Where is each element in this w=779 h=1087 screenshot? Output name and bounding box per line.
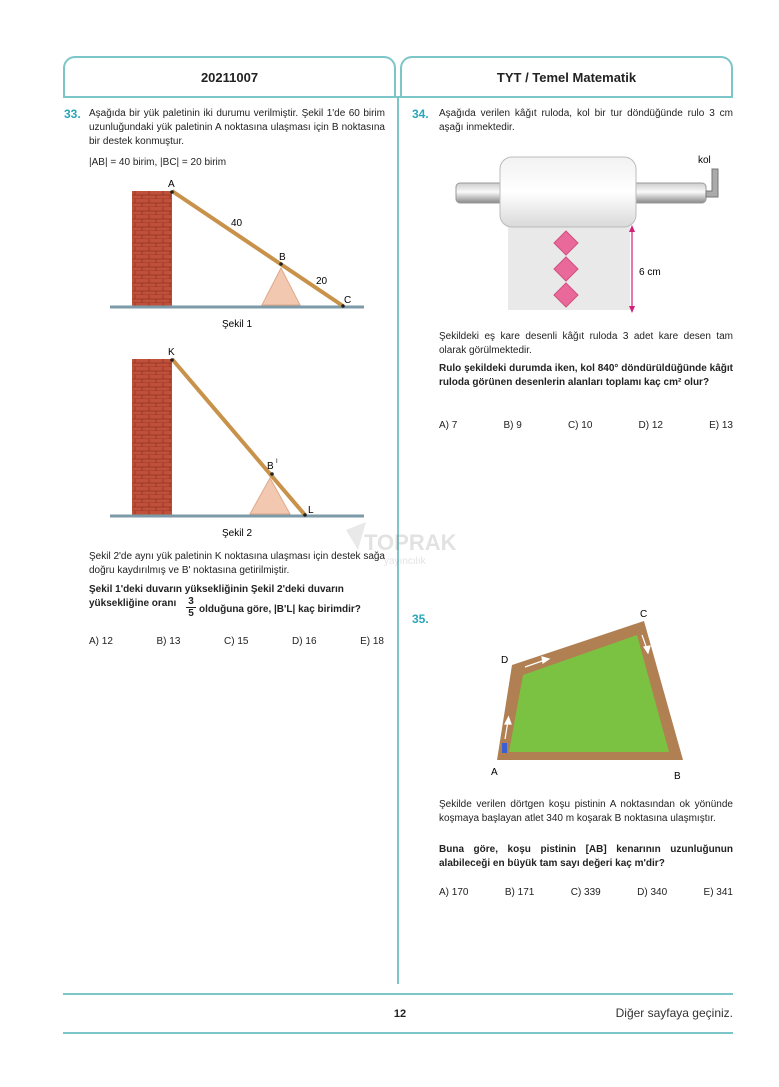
label-B-prime: B <box>267 461 274 472</box>
q33-option-d[interactable]: D) 16 <box>292 636 317 647</box>
q35-options <box>439 887 733 898</box>
header-subject <box>400 56 733 96</box>
subject-text: TYT / Temel Matematik <box>496 69 637 85</box>
diamond-patterns <box>554 231 578 307</box>
label-B-prime-sup: I <box>276 459 278 465</box>
q33-options <box>89 636 384 647</box>
q35-option-e[interactable]: E) 341 <box>703 887 733 898</box>
q34-intro: Aşağıda verilen kâğıt ruloda, kol bir tur döndüğünde rulo 3 cm aşağı inmektedir. <box>439 108 733 133</box>
caption-2: Şekil 2 <box>222 528 253 539</box>
q33-para2: Şekil 2'de aynı yük paletinin K noktasına ulaşması için destek sağa doğru kaydırılmış ve B' noktasına getirilmiştir. <box>89 551 385 576</box>
label-40: 40 <box>231 218 243 229</box>
watermark-sub: yayıncılık <box>384 556 426 567</box>
q33-option-c[interactable]: C) 15 <box>224 636 249 647</box>
q33-question-a: Şekil 1'deki duvarın yüksekliğinin Şekil 2'deki duvarın yüksekliğine oranı <box>89 584 344 609</box>
support-2 <box>250 478 290 514</box>
q35-option-a[interactable]: A) 170 <box>439 887 469 898</box>
next-page-note: Diğer sayfaya geçiniz. <box>615 1006 733 1020</box>
q34-number: 34. <box>412 107 429 121</box>
dimension-6cm: 6 cm <box>639 267 661 278</box>
q34-option-a[interactable]: A) 7 <box>439 420 458 431</box>
label-20: 20 <box>316 276 328 287</box>
q33-option-a[interactable]: A) 12 <box>89 636 113 647</box>
plank-2 <box>172 359 305 515</box>
q33-question-b: olduğuna göre, |B'L| kaç birimdir? <box>199 604 361 615</box>
exam-code-text: 20211007 <box>200 69 259 85</box>
q33-figure-2 <box>100 343 380 543</box>
label-K: K <box>168 347 175 358</box>
q33-intro: Aşağıda bir yük paletinin iki durumu verilmiştir. Şekil 1'de 60 birim uzunluğundaki yük paletinin A noktasına ulaşması için B noktasına bir destek konmuştur. <box>89 108 385 147</box>
q35-para: Şekilde verilen dörtgen koşu pistinin A noktasından ok yönünde koşmaya başlayan atlet 340 m koşarak B noktasına ulaşmıştır. <box>439 799 733 824</box>
q33-figure-1 <box>100 175 380 335</box>
plank-1 <box>172 191 343 306</box>
q35-question: Buna göre, koşu pistinin [AB] kenarının uzunluğunun alabileceği en büyük tam sayı değeri kaç m'dir? <box>439 844 733 869</box>
runner-marker <box>502 743 507 753</box>
fraction-numerator: 3 <box>188 596 194 607</box>
q35-track-figure <box>485 605 685 783</box>
header-exam-code <box>63 56 396 96</box>
q34-para2: Şekildeki eş kare desenli kâğıt ruloda 3 adet kare desen tam olarak görülmektedir. <box>439 331 733 356</box>
q35-number: 35. <box>412 612 429 626</box>
label-kol: kol <box>698 155 711 166</box>
q34-paper-roll-figure <box>450 145 732 320</box>
page-number: 12 <box>393 1008 407 1020</box>
q34-option-e[interactable]: E) 13 <box>709 420 733 431</box>
q34-option-c[interactable]: C) 10 <box>567 420 593 431</box>
q33-fraction <box>186 596 196 619</box>
q33-option-b[interactable]: B) 13 <box>156 636 181 647</box>
label-B: B <box>674 771 681 782</box>
q33-option-e[interactable]: E) 18 <box>360 636 384 647</box>
caption-1: Şekil 1 <box>222 319 253 330</box>
q34-question: Rulo şekildeki durumda iken, kol 840° döndürüldüğünde kâğıt ruloda görünen desenlerin alanları toplamı kaç cm² olur? <box>439 363 733 388</box>
wall-2 <box>132 359 172 516</box>
fraction-denominator: 5 <box>186 607 196 619</box>
q34-options <box>439 420 733 431</box>
footer-line-top <box>63 993 733 995</box>
footer-line-bottom <box>63 1032 733 1034</box>
q34-option-d[interactable]: D) 12 <box>638 420 663 431</box>
q35-option-b[interactable]: B) 171 <box>504 887 535 898</box>
label-L: L <box>308 505 314 516</box>
watermark-brand: TOPRAK <box>364 530 457 555</box>
label-A: A <box>168 179 175 190</box>
label-C: C <box>640 609 648 620</box>
wall-1 <box>132 191 172 307</box>
q35-option-c[interactable]: C) 339 <box>570 887 601 898</box>
crank-handle <box>706 169 718 197</box>
label-B: B <box>279 252 286 263</box>
paper-roll <box>500 157 636 227</box>
label-A: A <box>491 767 498 778</box>
q33-given: |AB| = 40 birim, |BC| = 20 birim <box>89 157 227 168</box>
label-C: C <box>344 295 352 306</box>
q34-option-b[interactable]: B) 9 <box>503 420 522 431</box>
label-D: D <box>501 655 509 666</box>
q33-number: 33. <box>64 107 81 121</box>
q35-option-d[interactable]: D) 340 <box>637 887 668 898</box>
